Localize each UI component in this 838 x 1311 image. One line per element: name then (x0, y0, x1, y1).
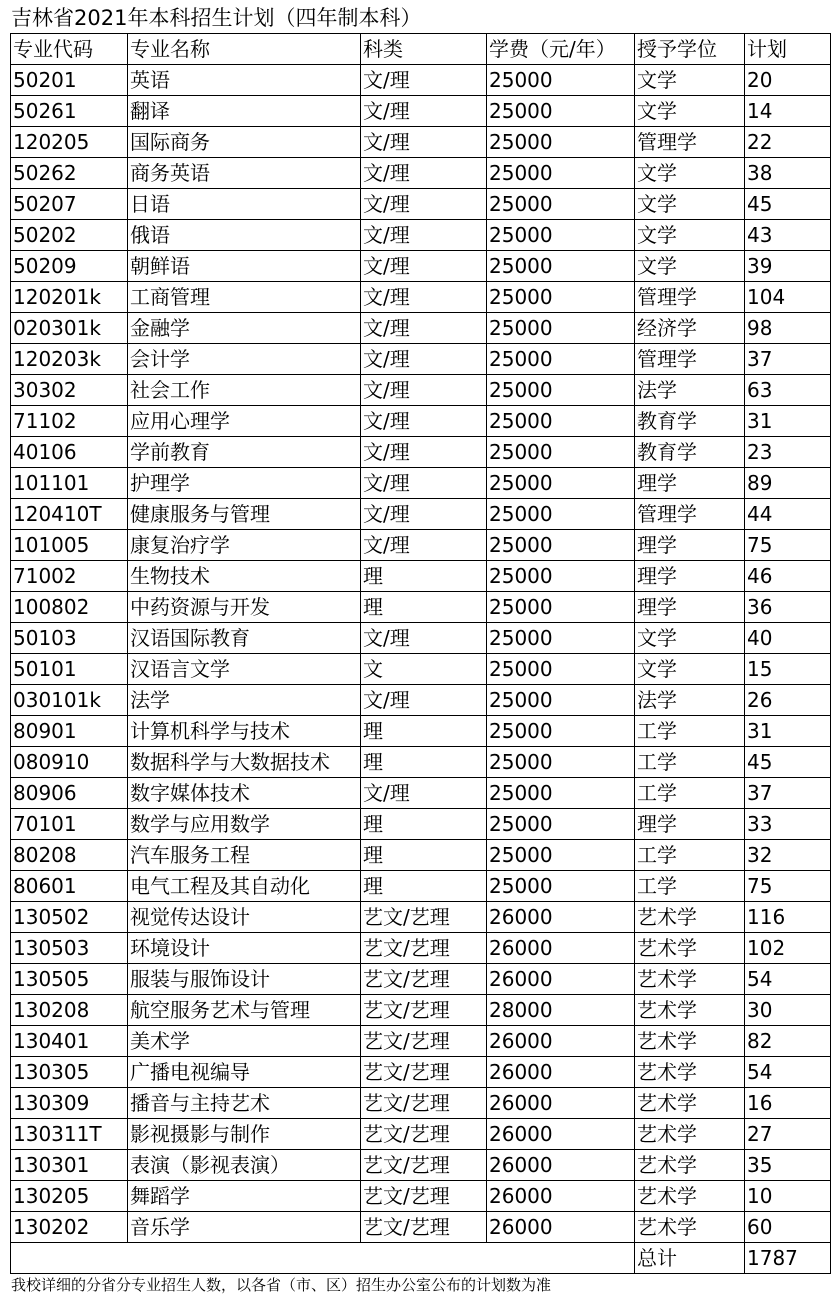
cell-code: 130311T (11, 1119, 128, 1150)
cell-code: 50201 (11, 65, 128, 96)
cell-plan: 33 (745, 809, 831, 840)
cell-category: 文/理 (361, 65, 487, 96)
cell-tuition: 25000 (487, 468, 635, 499)
table-row (11, 995, 831, 1026)
table-row (11, 375, 831, 406)
cell-category: 文/理 (361, 530, 487, 561)
cell-degree: 艺术学 (635, 1150, 745, 1181)
cell-degree: 理学 (635, 530, 745, 561)
cell-plan: 27 (745, 1119, 831, 1150)
cell-tuition: 26000 (487, 1150, 635, 1181)
table-row (11, 468, 831, 499)
cell-plan: 14 (745, 96, 831, 127)
cell-code: 130202 (11, 1212, 128, 1243)
table-row (11, 1150, 831, 1181)
table-row (11, 406, 831, 437)
footnote: 我校详细的分省分专业招生人数，以各省（市、区）招生办公室公布的计划数为准 (11, 1276, 552, 1294)
cell-degree: 管理学 (635, 282, 745, 313)
cell-category: 文/理 (361, 685, 487, 716)
cell-name: 工商管理 (128, 282, 361, 313)
cell-tuition: 25000 (487, 158, 635, 189)
header-category: 科类 (361, 34, 487, 65)
cell-degree: 艺术学 (635, 933, 745, 964)
table-row (11, 871, 831, 902)
table-header-row (11, 34, 831, 65)
cell-code: 71002 (11, 561, 128, 592)
cell-code: 130502 (11, 902, 128, 933)
cell-code: 120205 (11, 127, 128, 158)
cell-plan: 44 (745, 499, 831, 530)
cell-code: 50261 (11, 96, 128, 127)
cell-degree: 管理学 (635, 499, 745, 530)
cell-tuition: 25000 (487, 623, 635, 654)
cell-code: 50209 (11, 251, 128, 282)
cell-plan: 10 (745, 1181, 831, 1212)
cell-code: 80901 (11, 716, 128, 747)
cell-tuition: 26000 (487, 1212, 635, 1243)
cell-degree: 法学 (635, 685, 745, 716)
cell-code: 100802 (11, 592, 128, 623)
cell-category: 文/理 (361, 375, 487, 406)
table-row (11, 623, 831, 654)
cell-category: 艺文/艺理 (361, 1119, 487, 1150)
cell-tuition: 25000 (487, 778, 635, 809)
cell-degree: 工学 (635, 716, 745, 747)
cell-tuition: 25000 (487, 654, 635, 685)
table-row (11, 685, 831, 716)
cell-category: 文/理 (361, 778, 487, 809)
cell-degree: 理学 (635, 468, 745, 499)
cell-code: 130505 (11, 964, 128, 995)
cell-category: 艺文/艺理 (361, 933, 487, 964)
cell-code: 30302 (11, 375, 128, 406)
cell-plan: 36 (745, 592, 831, 623)
cell-name: 播音与主持艺术 (128, 1088, 361, 1119)
table-row (11, 96, 831, 127)
cell-degree: 艺术学 (635, 964, 745, 995)
table-row (11, 778, 831, 809)
total-blank-cell (361, 1243, 487, 1274)
cell-tuition: 26000 (487, 933, 635, 964)
table-row (11, 1088, 831, 1119)
cell-code: 030101k (11, 685, 128, 716)
cell-plan: 104 (745, 282, 831, 313)
cell-name: 数学与应用数学 (128, 809, 361, 840)
cell-category: 理 (361, 561, 487, 592)
cell-code: 101101 (11, 468, 128, 499)
cell-name: 康复治疗学 (128, 530, 361, 561)
cell-code: 130301 (11, 1150, 128, 1181)
cell-category: 艺文/艺理 (361, 1026, 487, 1057)
total-blank-cell (11, 1243, 128, 1274)
cell-plan: 54 (745, 964, 831, 995)
cell-category: 理 (361, 809, 487, 840)
cell-name: 国际商务 (128, 127, 361, 158)
table-row (11, 530, 831, 561)
cell-tuition: 25000 (487, 127, 635, 158)
cell-degree: 艺术学 (635, 1181, 745, 1212)
cell-plan: 39 (745, 251, 831, 282)
cell-category: 艺文/艺理 (361, 1088, 487, 1119)
cell-name: 法学 (128, 685, 361, 716)
cell-plan: 45 (745, 747, 831, 778)
cell-tuition: 26000 (487, 1119, 635, 1150)
cell-category: 文/理 (361, 468, 487, 499)
table-row (11, 747, 831, 778)
cell-category: 文/理 (361, 499, 487, 530)
cell-tuition: 25000 (487, 282, 635, 313)
cell-tuition: 25000 (487, 251, 635, 282)
cell-plan: 60 (745, 1212, 831, 1243)
cell-code: 80906 (11, 778, 128, 809)
cell-category: 文/理 (361, 437, 487, 468)
cell-tuition: 26000 (487, 964, 635, 995)
cell-degree: 文学 (635, 158, 745, 189)
cell-code: 50101 (11, 654, 128, 685)
cell-degree: 文学 (635, 96, 745, 127)
cell-name: 健康服务与管理 (128, 499, 361, 530)
cell-degree: 文学 (635, 251, 745, 282)
cell-name: 会计学 (128, 344, 361, 375)
cell-degree: 艺术学 (635, 1119, 745, 1150)
cell-name: 计算机科学与技术 (128, 716, 361, 747)
cell-degree: 工学 (635, 747, 745, 778)
cell-name: 视觉传达设计 (128, 902, 361, 933)
table-body (11, 65, 831, 1243)
header-code: 专业代码 (11, 34, 128, 65)
table-row (11, 158, 831, 189)
cell-tuition: 25000 (487, 96, 635, 127)
cell-tuition: 25000 (487, 747, 635, 778)
cell-plan: 35 (745, 1150, 831, 1181)
cell-name: 服装与服饰设计 (128, 964, 361, 995)
total-blank-cell (128, 1243, 361, 1274)
cell-name: 数据科学与大数据技术 (128, 747, 361, 778)
total-value: 1787 (745, 1243, 831, 1274)
cell-category: 文/理 (361, 158, 487, 189)
cell-name: 舞蹈学 (128, 1181, 361, 1212)
cell-tuition: 26000 (487, 902, 635, 933)
cell-code: 130208 (11, 995, 128, 1026)
cell-category: 艺文/艺理 (361, 964, 487, 995)
cell-category: 文/理 (361, 189, 487, 220)
cell-category: 文/理 (361, 251, 487, 282)
cell-code: 120410T (11, 499, 128, 530)
cell-name: 朝鲜语 (128, 251, 361, 282)
cell-plan: 40 (745, 623, 831, 654)
page-title: 吉林省2021年本科招生计划（四年制本科） (11, 6, 422, 30)
table-row (11, 1181, 831, 1212)
cell-name: 生物技术 (128, 561, 361, 592)
cell-tuition: 25000 (487, 809, 635, 840)
cell-plan: 116 (745, 902, 831, 933)
table-row (11, 220, 831, 251)
cell-plan: 20 (745, 65, 831, 96)
cell-degree: 工学 (635, 778, 745, 809)
cell-plan: 30 (745, 995, 831, 1026)
cell-name: 汉语言文学 (128, 654, 361, 685)
cell-degree: 教育学 (635, 406, 745, 437)
cell-category: 艺文/艺理 (361, 902, 487, 933)
cell-category: 理 (361, 747, 487, 778)
cell-tuition: 25000 (487, 437, 635, 468)
cell-degree: 管理学 (635, 127, 745, 158)
cell-category: 艺文/艺理 (361, 1212, 487, 1243)
cell-tuition: 25000 (487, 344, 635, 375)
total-blank-cell (487, 1243, 635, 1274)
cell-category: 文/理 (361, 623, 487, 654)
table-row (11, 654, 831, 685)
cell-plan: 89 (745, 468, 831, 499)
cell-plan: 31 (745, 716, 831, 747)
cell-degree: 教育学 (635, 437, 745, 468)
table-row (11, 1057, 831, 1088)
cell-name: 广播电视编导 (128, 1057, 361, 1088)
cell-code: 71102 (11, 406, 128, 437)
cell-plan: 23 (745, 437, 831, 468)
cell-code: 020301k (11, 313, 128, 344)
cell-tuition: 25000 (487, 871, 635, 902)
cell-tuition: 25000 (487, 840, 635, 871)
cell-tuition: 26000 (487, 1057, 635, 1088)
cell-name: 数字媒体技术 (128, 778, 361, 809)
cell-plan: 45 (745, 189, 831, 220)
cell-name: 社会工作 (128, 375, 361, 406)
cell-tuition: 25000 (487, 716, 635, 747)
cell-category: 艺文/艺理 (361, 1057, 487, 1088)
cell-degree: 艺术学 (635, 995, 745, 1026)
cell-plan: 16 (745, 1088, 831, 1119)
table-row (11, 282, 831, 313)
cell-degree: 艺术学 (635, 902, 745, 933)
cell-code: 80208 (11, 840, 128, 871)
table-row (11, 65, 831, 96)
cell-degree: 理学 (635, 592, 745, 623)
cell-code: 50262 (11, 158, 128, 189)
cell-code: 40106 (11, 437, 128, 468)
cell-code: 50207 (11, 189, 128, 220)
cell-degree: 文学 (635, 654, 745, 685)
cell-category: 文/理 (361, 127, 487, 158)
table-row (11, 251, 831, 282)
cell-degree: 理学 (635, 561, 745, 592)
cell-plan: 98 (745, 313, 831, 344)
cell-code: 130205 (11, 1181, 128, 1212)
cell-code: 120203k (11, 344, 128, 375)
table-row (11, 344, 831, 375)
cell-degree: 经济学 (635, 313, 745, 344)
table-row (11, 437, 831, 468)
cell-name: 航空服务艺术与管理 (128, 995, 361, 1026)
cell-plan: 31 (745, 406, 831, 437)
cell-code: 101005 (11, 530, 128, 561)
cell-name: 俄语 (128, 220, 361, 251)
header-tuition: 学费（元/年） (487, 34, 635, 65)
cell-code: 120201k (11, 282, 128, 313)
cell-plan: 15 (745, 654, 831, 685)
cell-tuition: 25000 (487, 375, 635, 406)
cell-name: 汉语国际教育 (128, 623, 361, 654)
cell-name: 美术学 (128, 1026, 361, 1057)
cell-tuition: 25000 (487, 313, 635, 344)
total-row (11, 1243, 831, 1274)
cell-category: 文/理 (361, 220, 487, 251)
header-plan: 计划 (745, 34, 831, 65)
cell-plan: 26 (745, 685, 831, 716)
cell-category: 理 (361, 716, 487, 747)
cell-tuition: 26000 (487, 1026, 635, 1057)
cell-plan: 82 (745, 1026, 831, 1057)
cell-name: 日语 (128, 189, 361, 220)
cell-degree: 法学 (635, 375, 745, 406)
cell-category: 文 (361, 654, 487, 685)
cell-category: 文/理 (361, 282, 487, 313)
table-row (11, 592, 831, 623)
cell-tuition: 25000 (487, 220, 635, 251)
cell-degree: 艺术学 (635, 1212, 745, 1243)
cell-degree: 工学 (635, 871, 745, 902)
cell-name: 学前教育 (128, 437, 361, 468)
cell-name: 汽车服务工程 (128, 840, 361, 871)
cell-name: 电气工程及其自动化 (128, 871, 361, 902)
cell-degree: 文学 (635, 189, 745, 220)
cell-tuition: 25000 (487, 561, 635, 592)
cell-plan: 75 (745, 871, 831, 902)
cell-tuition: 26000 (487, 1181, 635, 1212)
cell-code: 130309 (11, 1088, 128, 1119)
cell-code: 130305 (11, 1057, 128, 1088)
table-row (11, 840, 831, 871)
table-row (11, 964, 831, 995)
cell-name: 音乐学 (128, 1212, 361, 1243)
cell-category: 艺文/艺理 (361, 1181, 487, 1212)
table-row (11, 561, 831, 592)
header-name: 专业名称 (128, 34, 361, 65)
cell-tuition: 25000 (487, 406, 635, 437)
cell-plan: 43 (745, 220, 831, 251)
cell-tuition: 26000 (487, 1088, 635, 1119)
table-row (11, 1119, 831, 1150)
cell-plan: 22 (745, 127, 831, 158)
cell-category: 文/理 (361, 313, 487, 344)
cell-plan: 102 (745, 933, 831, 964)
cell-name: 英语 (128, 65, 361, 96)
table-row (11, 127, 831, 158)
cell-name: 环境设计 (128, 933, 361, 964)
cell-degree: 文学 (635, 623, 745, 654)
cell-plan: 38 (745, 158, 831, 189)
table-row (11, 809, 831, 840)
cell-plan: 37 (745, 778, 831, 809)
cell-code: 50103 (11, 623, 128, 654)
cell-plan: 37 (745, 344, 831, 375)
cell-tuition: 25000 (487, 499, 635, 530)
cell-name: 影视摄影与制作 (128, 1119, 361, 1150)
cell-code: 70101 (11, 809, 128, 840)
cell-category: 艺文/艺理 (361, 995, 487, 1026)
cell-tuition: 25000 (487, 65, 635, 96)
cell-category: 理 (361, 840, 487, 871)
table-row (11, 313, 831, 344)
cell-category: 文/理 (361, 344, 487, 375)
cell-name: 护理学 (128, 468, 361, 499)
cell-degree: 管理学 (635, 344, 745, 375)
table-row (11, 189, 831, 220)
cell-plan: 54 (745, 1057, 831, 1088)
table-row (11, 1212, 831, 1243)
cell-category: 理 (361, 871, 487, 902)
total-label: 总计 (635, 1243, 745, 1274)
cell-tuition: 25000 (487, 592, 635, 623)
cell-name: 应用心理学 (128, 406, 361, 437)
table-row (11, 902, 831, 933)
cell-tuition: 25000 (487, 530, 635, 561)
cell-code: 080910 (11, 747, 128, 778)
cell-category: 文/理 (361, 406, 487, 437)
table-row (11, 1026, 831, 1057)
cell-tuition: 28000 (487, 995, 635, 1026)
table-row (11, 716, 831, 747)
cell-degree: 文学 (635, 220, 745, 251)
cell-plan: 75 (745, 530, 831, 561)
cell-name: 商务英语 (128, 158, 361, 189)
header-degree: 授予学位 (635, 34, 745, 65)
cell-tuition: 25000 (487, 685, 635, 716)
cell-plan: 32 (745, 840, 831, 871)
cell-degree: 艺术学 (635, 1026, 745, 1057)
cell-code: 80601 (11, 871, 128, 902)
cell-degree: 艺术学 (635, 1088, 745, 1119)
cell-code: 50202 (11, 220, 128, 251)
cell-name: 翻译 (128, 96, 361, 127)
table-row (11, 499, 831, 530)
cell-plan: 63 (745, 375, 831, 406)
cell-degree: 文学 (635, 65, 745, 96)
cell-degree: 艺术学 (635, 1057, 745, 1088)
cell-name: 中药资源与开发 (128, 592, 361, 623)
cell-category: 艺文/艺理 (361, 1150, 487, 1181)
cell-degree: 工学 (635, 840, 745, 871)
cell-degree: 理学 (635, 809, 745, 840)
cell-category: 文/理 (361, 96, 487, 127)
cell-name: 金融学 (128, 313, 361, 344)
table-row (11, 933, 831, 964)
cell-code: 130401 (11, 1026, 128, 1057)
cell-name: 表演（影视表演） (128, 1150, 361, 1181)
cell-plan: 46 (745, 561, 831, 592)
cell-category: 理 (361, 592, 487, 623)
cell-code: 130503 (11, 933, 128, 964)
cell-tuition: 25000 (487, 189, 635, 220)
enrollment-plan-table (10, 33, 831, 1274)
